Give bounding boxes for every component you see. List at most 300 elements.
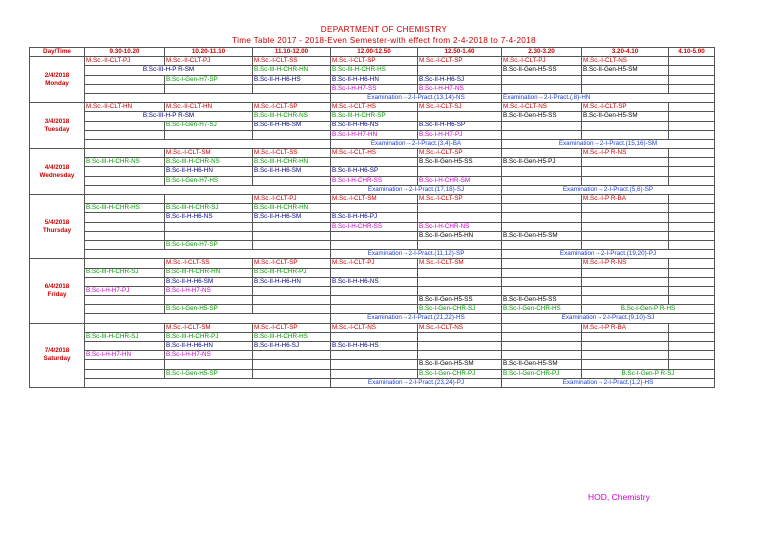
empty-cell (502, 286, 582, 295)
empty-cell (331, 268, 418, 277)
day-cell (30, 259, 85, 323)
class-cell: B.Sc-I-H-CHR-SS (331, 176, 418, 185)
empty-cell (582, 342, 669, 351)
class-cell: B.Sc-I-H-H7-NS (165, 351, 253, 360)
table-row (30, 222, 715, 231)
empty-cell (582, 204, 669, 213)
empty-cell (502, 176, 582, 185)
class-cell: B.Sc-III-H-CHR-SJ (165, 204, 253, 213)
empty-cell (669, 222, 715, 231)
class-cell: B.Sc-I-Gen-H7-SJ (165, 121, 253, 130)
class-cell: B.Sc-III-H-CHR-PJ (253, 268, 331, 277)
class-cell: B.Sc-I-H-CHR-SM (418, 176, 502, 185)
table-row (30, 378, 715, 387)
empty-cell (418, 342, 502, 351)
empty-cell (669, 195, 715, 204)
empty-cell (502, 342, 582, 351)
empty-cell (85, 231, 165, 240)
class-cell: B.Sc-II-Gen-H5-SS (418, 158, 502, 167)
empty-cell (331, 204, 418, 213)
empty-cell (331, 240, 418, 249)
empty-cell (85, 277, 165, 286)
empty-cell (331, 332, 418, 341)
empty-cell (418, 66, 502, 75)
table-row (30, 250, 715, 259)
class-cell: B.Sc-I-Gen-H5-SP (165, 369, 253, 378)
empty-cell (85, 75, 165, 84)
table-row (30, 296, 715, 305)
table-row (30, 195, 715, 204)
class-cell: M.Sc.-I-CLT-SP (418, 195, 502, 204)
empty-cell (582, 75, 669, 84)
class-cell: M.Sc.-I-CLT-SP (253, 103, 331, 112)
empty-cell (253, 130, 331, 139)
day-date: 4/4/2018 (44, 163, 70, 171)
empty-cell (669, 296, 715, 305)
class-cell: B.Sc-III-H-CHR-NS (253, 112, 331, 121)
department-title: DEPARTMENT OF CHEMISTRY (320, 25, 448, 34)
exam-cell: Examination→2-I-Pract.(9,10)-SJ (502, 314, 715, 323)
table-row (30, 360, 715, 369)
empty-cell (669, 204, 715, 213)
empty-cell (669, 167, 715, 176)
empty-cell (418, 213, 502, 222)
table-row (30, 121, 715, 130)
day-cell (30, 149, 85, 195)
day-date: 7/4/2018 (44, 347, 70, 355)
empty-cell (85, 250, 331, 259)
empty-cell (669, 342, 715, 351)
empty-cell (85, 130, 165, 139)
col-header: 3.20-4.10 (582, 48, 669, 57)
empty-cell (669, 66, 715, 75)
header-row (30, 48, 715, 57)
class-cell: M.Sc.-I-P R-NS (582, 149, 669, 158)
table-row (30, 176, 715, 185)
empty-cell (502, 75, 582, 84)
empty-cell (85, 323, 165, 332)
table-row (30, 314, 715, 323)
table-row (30, 130, 715, 139)
table-row (30, 75, 715, 84)
class-cell: M.Sc.-II-CLT-PJ (165, 57, 253, 66)
empty-cell (418, 112, 502, 121)
class-cell: B.Sc-III-H-CHR-SJ (85, 268, 165, 277)
empty-cell (253, 176, 331, 185)
class-cell: B.Sc-II-Gen-H5-PJ (502, 158, 582, 167)
table-row (30, 185, 715, 194)
class-cell: B.Sc-II-H-H6-SP (418, 121, 502, 130)
class-cell: B.Sc-II-Gen-H5-SM (582, 66, 669, 75)
class-cell: M.Sc.-I-CLT-PJ (253, 195, 331, 204)
class-cell: B.Sc-I-H-H7-PJ (418, 130, 502, 139)
empty-cell (418, 332, 502, 341)
empty-cell (85, 121, 165, 130)
exam-cell: Examination→2-I-Pract.(17,18)-SJ (331, 185, 502, 194)
empty-cell (502, 323, 582, 332)
timetable-subtitle: Time Table 2017 - 2018-Even Semester-with effect from 2-4-2018 to 7-4-2018 (232, 36, 536, 45)
class-cell: B.Sc-II-H-H6-SM (165, 277, 253, 286)
day-name: Saturday (43, 355, 71, 363)
empty-cell (502, 222, 582, 231)
class-cell: M.Sc.-I-CLT-HS (331, 149, 418, 158)
empty-cell (85, 305, 165, 314)
empty-cell (502, 213, 582, 222)
empty-cell (502, 240, 582, 249)
empty-cell (502, 268, 582, 277)
class-cell: M.Sc.-II-CLT-HN (85, 103, 165, 112)
empty-cell (669, 231, 715, 240)
empty-cell (85, 176, 165, 185)
class-cell: B.Sc-II-H-H6-HS (253, 75, 331, 84)
class-cell: B.Sc-II-Gen-H5-SM (502, 360, 582, 369)
empty-cell (669, 75, 715, 84)
col-header: 12.50-1.40 (418, 48, 502, 57)
table-row (30, 139, 715, 148)
class-cell: M.Sc.-I-CLT-SS (253, 149, 331, 158)
empty-cell (582, 167, 669, 176)
empty-cell (253, 360, 331, 369)
exam-cell: Examination→2-I-Pract.(13,14)-NS (331, 93, 502, 102)
empty-cell (85, 259, 165, 268)
class-cell: B.Sc-II-Gen-H5-SM (418, 360, 502, 369)
empty-cell (418, 240, 502, 249)
empty-cell (331, 369, 418, 378)
col-header: 10.20-11.10 (165, 48, 253, 57)
empty-cell (669, 57, 715, 66)
class-cell: B.Sc-III-H-CHR-HS (253, 332, 331, 341)
exam-cell: Examination→2-I-Pract.(3,4)-BA (331, 139, 502, 148)
class-cell: M.Sc.-I-P R-BA (582, 195, 669, 204)
empty-cell (582, 360, 669, 369)
class-cell: M.Sc.-I-CLT-SM (165, 149, 253, 158)
class-cell: M.Sc.-I-CLT-SM (418, 259, 502, 268)
class-cell: B.Sc-III-H-CHR-HS (331, 66, 418, 75)
empty-cell (165, 296, 253, 305)
class-cell: B.Sc-I-H-H7-HN (85, 351, 165, 360)
empty-cell (418, 204, 502, 213)
empty-cell (582, 332, 669, 341)
col-header: 11.10-12.00 (253, 48, 331, 57)
empty-cell (253, 286, 331, 295)
empty-cell (418, 268, 502, 277)
empty-cell (85, 93, 331, 102)
empty-cell (165, 130, 253, 139)
empty-cell (669, 112, 715, 121)
class-cell: B.Sc-III-H-CHR-HN (253, 158, 331, 167)
col-header: 12.00-12.50 (331, 48, 418, 57)
table-row (30, 286, 715, 295)
class-cell: M.Sc.-I-P R-BA (582, 323, 669, 332)
empty-cell (502, 204, 582, 213)
col-header: 9.30-10.20 (85, 48, 165, 57)
empty-cell (502, 121, 582, 130)
empty-cell (582, 240, 669, 249)
empty-cell (253, 84, 331, 93)
empty-cell (669, 268, 715, 277)
empty-cell (253, 296, 331, 305)
empty-cell (331, 158, 418, 167)
class-cell: M.Sc.-I-CLT-SP (418, 57, 502, 66)
empty-cell (85, 240, 165, 249)
empty-cell (582, 213, 669, 222)
class-cell: B.Sc-II-Gen-H5-SS (502, 296, 582, 305)
empty-cell (253, 222, 331, 231)
class-cell: B.Sc-II-H-H6-SM (253, 213, 331, 222)
class-cell: B.Sc-III-H-CHR-HN (253, 66, 331, 75)
table-row (30, 277, 715, 286)
empty-cell (669, 323, 715, 332)
empty-cell (669, 277, 715, 286)
empty-cell (669, 351, 715, 360)
empty-cell (669, 121, 715, 130)
empty-cell (253, 305, 331, 314)
class-cell: B.Sc-I-Gen-CHR-PJ (502, 369, 582, 378)
empty-cell (582, 121, 669, 130)
empty-cell (85, 222, 165, 231)
class-cell: M.Sc.-I-P R-NS (582, 259, 669, 268)
class-cell: M.Sc.-I-CLT-SS (165, 259, 253, 268)
class-cell: B.Sc-II-H-H6-HS (331, 342, 418, 351)
class-cell: M.Sc.-I-CLT-NS (582, 57, 669, 66)
empty-cell (165, 231, 253, 240)
day-date: 6/4/2018 (44, 283, 70, 291)
class-cell: B.Sc-I-H-H7-PJ (85, 286, 165, 295)
empty-cell (502, 149, 582, 158)
class-cell: M.Sc.-I-CLT-PJ (502, 57, 582, 66)
class-cell: B.Sc-II-H-H6-NS (165, 213, 253, 222)
class-cell: B.Sc-II-H-H6-NS (331, 277, 418, 286)
empty-cell (502, 259, 582, 268)
empty-cell (85, 378, 331, 387)
class-cell: B.Sc-II-H-H6-HN (165, 342, 253, 351)
class-cell: B.Sc-III-H-CHR-SP (331, 112, 418, 121)
empty-cell (85, 360, 165, 369)
class-cell: M.Sc.-I-CLT-SP (253, 259, 331, 268)
empty-cell (331, 360, 418, 369)
empty-cell (582, 296, 669, 305)
table-row (30, 323, 715, 332)
day-cell (30, 57, 85, 103)
exam-cell: Examination→2-I-Pract.(,8)-HN (502, 93, 715, 102)
empty-cell (418, 286, 502, 295)
empty-cell (502, 195, 582, 204)
class-cell: B.Sc-I-Gen-H7-SP (165, 240, 253, 249)
class-cell: M.Sc.-II-CLT-PJ (85, 57, 165, 66)
table-row (30, 93, 715, 102)
class-cell: B.Sc-I-Gen-CHR-HS (502, 305, 582, 314)
class-cell: B.Sc-I-H-CHR-NS (418, 222, 502, 231)
class-cell: B.Sc-I-Gen-H7-SP (165, 75, 253, 84)
empty-cell (669, 286, 715, 295)
class-cell: B.Sc-II-H-H6-HN (331, 75, 418, 84)
exam-cell: Examination→2-I-Pract.(15,16)-SM (502, 139, 715, 148)
class-cell: B.Sc-III-H-CHR-HN (253, 204, 331, 213)
class-cell: M.Sc.-I-CLT-NS (502, 103, 582, 112)
class-cell: M.Sc.-I-CLT-HS (331, 103, 418, 112)
empty-cell (669, 158, 715, 167)
class-cell: M.Sc.-I-CLT-NS (331, 323, 418, 332)
empty-cell (331, 305, 418, 314)
day-name: Friday (47, 290, 67, 298)
empty-cell (165, 195, 253, 204)
empty-cell (85, 342, 165, 351)
empty-cell (582, 176, 669, 185)
empty-cell (669, 332, 715, 341)
class-cell: B.Sc-I-Gen-H5-SP (165, 305, 253, 314)
empty-cell (582, 268, 669, 277)
table-row (30, 369, 715, 378)
class-cell: B.Sc-I-Gen-CHR-PJ (418, 369, 502, 378)
empty-cell (669, 84, 715, 93)
class-cell: M.Sc.-I-CLT-SP (253, 323, 331, 332)
class-cell: B.Sc-I-Gen-CHR-SJ (418, 305, 502, 314)
empty-cell (502, 130, 582, 139)
empty-cell (582, 222, 669, 231)
class-cell: B.Sc-III-H-CHR-NS (165, 158, 253, 167)
exam-cell: Examination→2-I-Pract.(21,22)-HS (331, 314, 502, 323)
table-row (30, 268, 715, 277)
class-cell: B.Sc-III-H-CHR-NS (85, 158, 165, 167)
empty-cell (85, 84, 165, 93)
empty-cell (582, 286, 669, 295)
class-cell: M.Sc.-I-CLT-SM (165, 323, 253, 332)
empty-cell (418, 277, 502, 286)
class-cell: B.Sc-III-H-P R-SM (85, 112, 253, 121)
empty-cell (85, 213, 165, 222)
class-cell: B.Sc-II-H-H6-SP (331, 167, 418, 176)
empty-cell (582, 158, 669, 167)
table-row (30, 332, 715, 341)
class-cell: B.Sc-II-Gen-H5-HN (418, 231, 502, 240)
table-row (30, 259, 715, 268)
empty-cell (331, 231, 418, 240)
class-cell: B.Sc-I-H-H7-HN (331, 130, 418, 139)
hod-signature: HOD, Chemistry (588, 492, 650, 502)
class-cell: M.Sc.-I-CLT-SP (418, 149, 502, 158)
empty-cell (85, 185, 331, 194)
table-row (30, 112, 715, 121)
empty-cell (165, 222, 253, 231)
exam-cell: Examination→2-I-Pract.(23,24)-PJ (331, 378, 502, 387)
table-row (30, 57, 715, 66)
table-row (30, 351, 715, 360)
day-date: 2/4/2018 (44, 71, 70, 79)
empty-cell (582, 231, 669, 240)
table-row (30, 158, 715, 167)
empty-cell (582, 130, 669, 139)
empty-cell (502, 351, 582, 360)
empty-cell (253, 369, 331, 378)
empty-cell (669, 103, 715, 112)
empty-cell (669, 240, 715, 249)
class-cell: B.Sc-II-H-H6-SJ (418, 75, 502, 84)
day-date: 3/4/2018 (44, 117, 70, 125)
empty-cell (502, 167, 582, 176)
empty-cell (253, 351, 331, 360)
class-cell: B.Sc-II-H-H6-SM (253, 121, 331, 130)
exam-cell: Examination→2-I-Pract.(5,6)-SP (502, 185, 715, 194)
empty-cell (502, 277, 582, 286)
class-cell: M.Sc.-I-CLT-SP (582, 103, 669, 112)
class-cell: B.Sc-II-H-H6-HN (165, 167, 253, 176)
table-row (30, 213, 715, 222)
class-cell: B.Sc-II-Gen-H5-SM (502, 231, 582, 240)
class-cell: B.Sc-II-H-H6-HN (253, 277, 331, 286)
class-cell: B.Sc-II-H-H6-SM (253, 167, 331, 176)
class-cell: M.Sc.-I-CLT-SJ (418, 103, 502, 112)
empty-cell (331, 351, 418, 360)
empty-cell (502, 84, 582, 93)
class-cell: B.Sc-II-H-H6-SJ (253, 342, 331, 351)
empty-cell (253, 240, 331, 249)
empty-cell (418, 167, 502, 176)
empty-cell (582, 351, 669, 360)
table-row (30, 305, 715, 314)
day-name: Monday (45, 79, 69, 87)
day-date: 5/4/2018 (44, 218, 70, 226)
empty-cell (669, 176, 715, 185)
empty-cell (582, 277, 669, 286)
class-cell: B.Sc-II-H-H6-PJ (331, 213, 418, 222)
exam-cell: Examination→2-I-Pract.(1,2)-HS (502, 378, 715, 387)
table-row (30, 149, 715, 158)
empty-cell (669, 130, 715, 139)
class-cell: M.Sc.-I-CLT-SM (331, 195, 418, 204)
class-cell: B.Sc-III-H-CHR-SJ (85, 332, 165, 341)
class-cell: B.Sc-III-H-CHR-HN (165, 268, 253, 277)
class-cell: M.Sc.-II-CLT-HN (165, 103, 253, 112)
empty-cell (331, 286, 418, 295)
day-name: Tuesday (44, 125, 70, 133)
class-cell: B.Sc-II-Gen-H5-SS (502, 112, 582, 121)
col-header: 2.30-3.20 (502, 48, 582, 57)
empty-cell (85, 167, 165, 176)
empty-cell (669, 149, 715, 158)
class-cell: M.Sc.-I-CLT-SP (331, 57, 418, 66)
exam-cell: Examination→2-I-Pract.(19,20)-PJ (502, 250, 715, 259)
table-row (30, 66, 715, 75)
empty-cell (85, 195, 165, 204)
class-cell: B.Sc-II-Gen-H5-SM (582, 112, 669, 121)
class-cell: B.Sc-II-H-H6-NS (331, 121, 418, 130)
day-cell (30, 323, 85, 387)
empty-cell (502, 332, 582, 341)
table-row (30, 204, 715, 213)
class-cell: B.Sc-I-Gen-H7-HS (165, 176, 253, 185)
table-row (30, 84, 715, 93)
empty-cell (85, 314, 331, 323)
empty-cell (669, 360, 715, 369)
table-row (30, 342, 715, 351)
table-row (30, 103, 715, 112)
table-row (30, 167, 715, 176)
empty-cell (331, 296, 418, 305)
class-cell: B.Sc-III-H-CHR-HS (85, 204, 165, 213)
empty-cell (253, 231, 331, 240)
col-header: Day/Time (30, 48, 85, 57)
empty-cell (85, 296, 165, 305)
class-cell: B.Sc-III-H-CHR-PJ (165, 332, 253, 341)
empty-cell (85, 149, 165, 158)
empty-cell (669, 213, 715, 222)
empty-cell (669, 259, 715, 268)
empty-cell (165, 360, 253, 369)
class-cell: M.Sc.-I-CLT-SS (253, 57, 331, 66)
day-cell (30, 103, 85, 149)
class-cell: B.Sc-I-H-H7-NS (165, 286, 253, 295)
day-cell (30, 195, 85, 259)
